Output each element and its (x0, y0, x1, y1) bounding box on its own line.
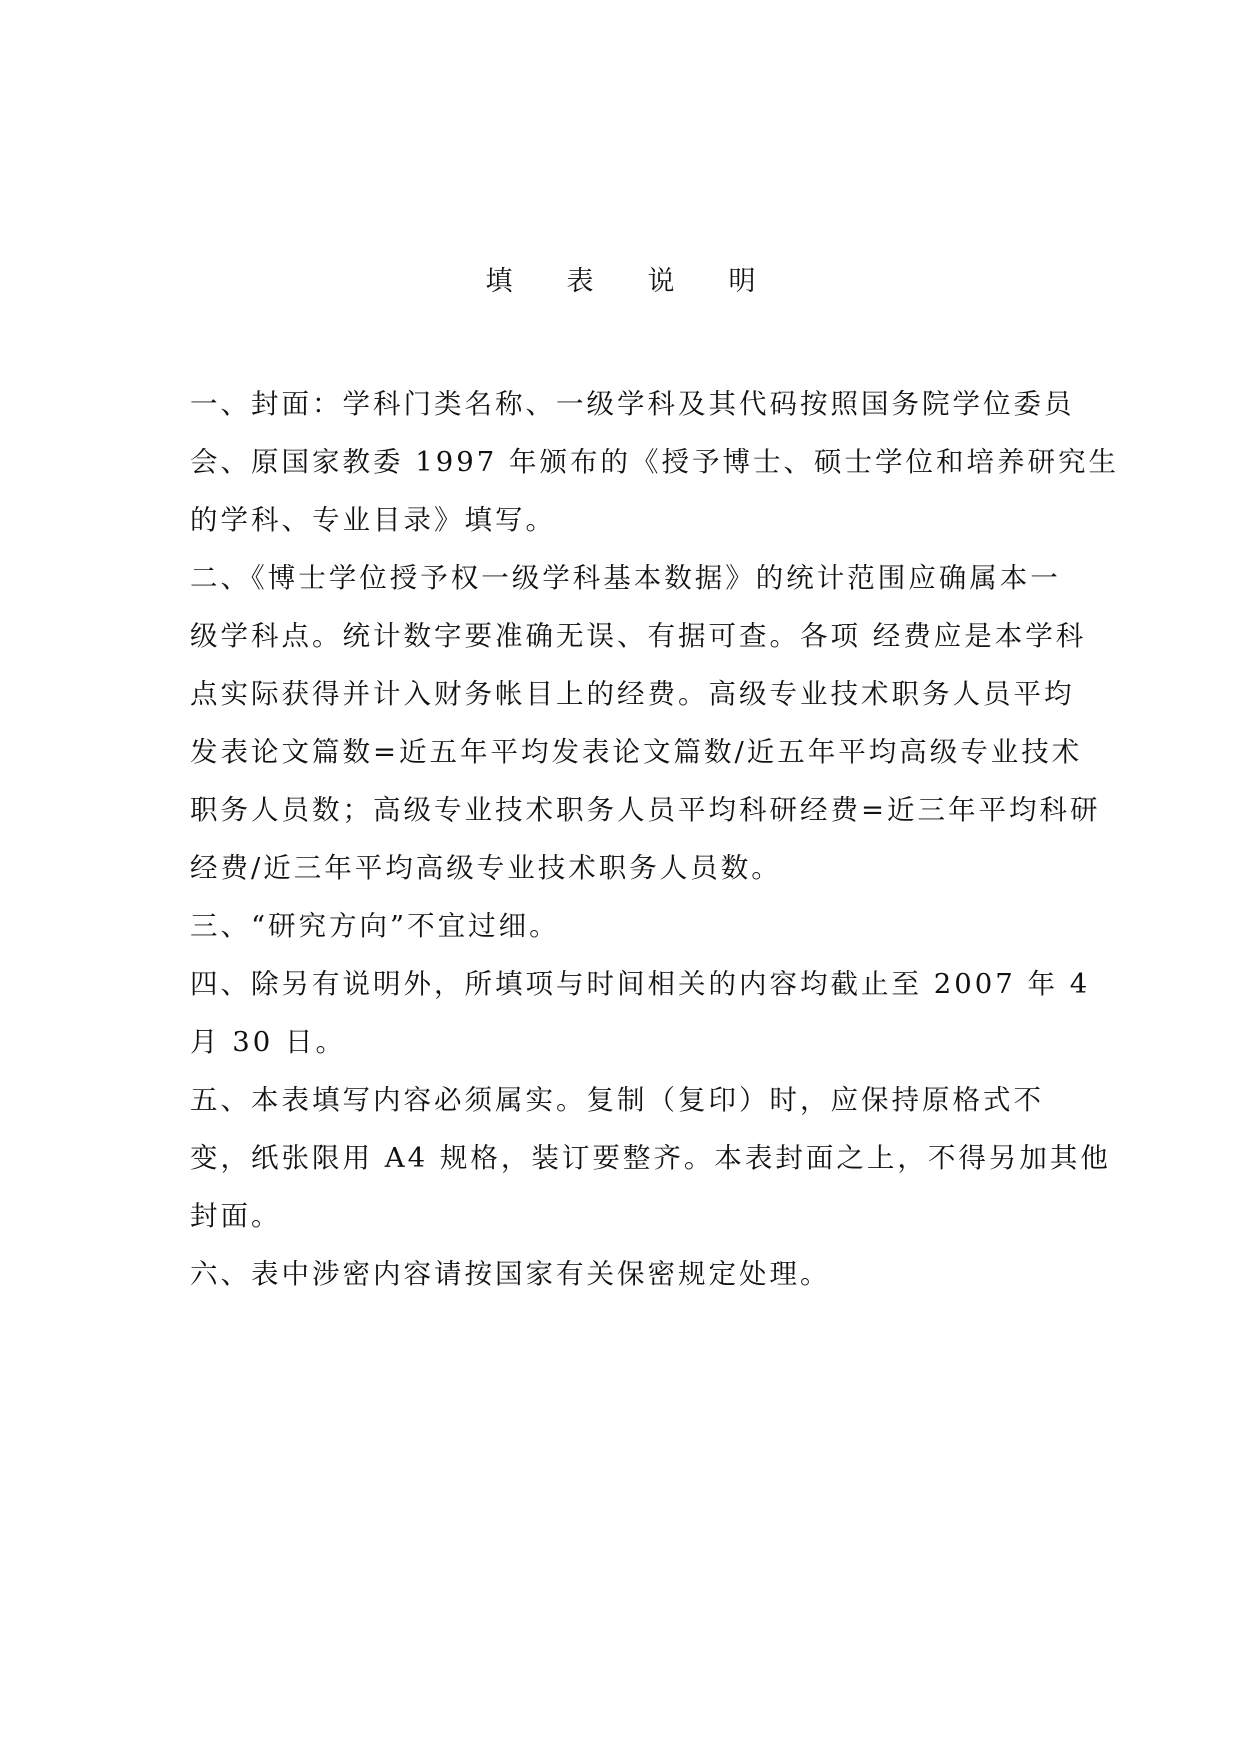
text-line: 封面。 (190, 1200, 282, 1232)
text-line: 点实际获得并计入财务帐目上的经费。高级专业技术职务人员平均 (190, 678, 1075, 710)
text-line: 六、表中涉密内容请按国家有关保密规定处理。 (190, 1258, 831, 1290)
text-line: 三、“研究方向”不宜过细。 (190, 910, 560, 942)
page-title: 填表说明 (485, 266, 810, 297)
text-line: 的学科、专业目录》填写。 (190, 504, 556, 536)
text-line: 发表论文篇数=近五年平均发表论文篇数/近五年平均高级专业技术 (190, 736, 1083, 768)
text-line: 会、原国家教委 1997 年颁布的《授予博士、硕士学位和培养研究生 (190, 446, 1119, 478)
text-line: 级学科点。统计数字要准确无误、有据可查。各项 经费应是本学科 (190, 620, 1087, 652)
text-line: 职务人员数；高级专业技术职务人员平均科研经费=近三年平均科研 (190, 794, 1101, 826)
text-line: 四、除另有说明外，所填项与时间相关的内容均截止至 2007 年 4 (190, 968, 1091, 1000)
text-line: 五、本表填写内容必须属实。复制（复印）时，应保持原格式不 (190, 1084, 1044, 1116)
text-line: 变，纸张限用 A4 规格，装订要整齐。本表封面之上，不得另加其他 (190, 1142, 1111, 1174)
text-line: 二、《博士学位授予权一级学科基本数据》的统计范围应确属本一 (190, 562, 1061, 594)
text-line: 月 30 日。 (190, 1026, 346, 1058)
text-line: 经费/近三年平均高级专业技术职务人员数。 (190, 852, 782, 884)
text-line: 一、封面：学科门类名称、一级学科及其代码按照国务院学位委员 (190, 388, 1075, 420)
instructions-body (190, 375, 1119, 1303)
